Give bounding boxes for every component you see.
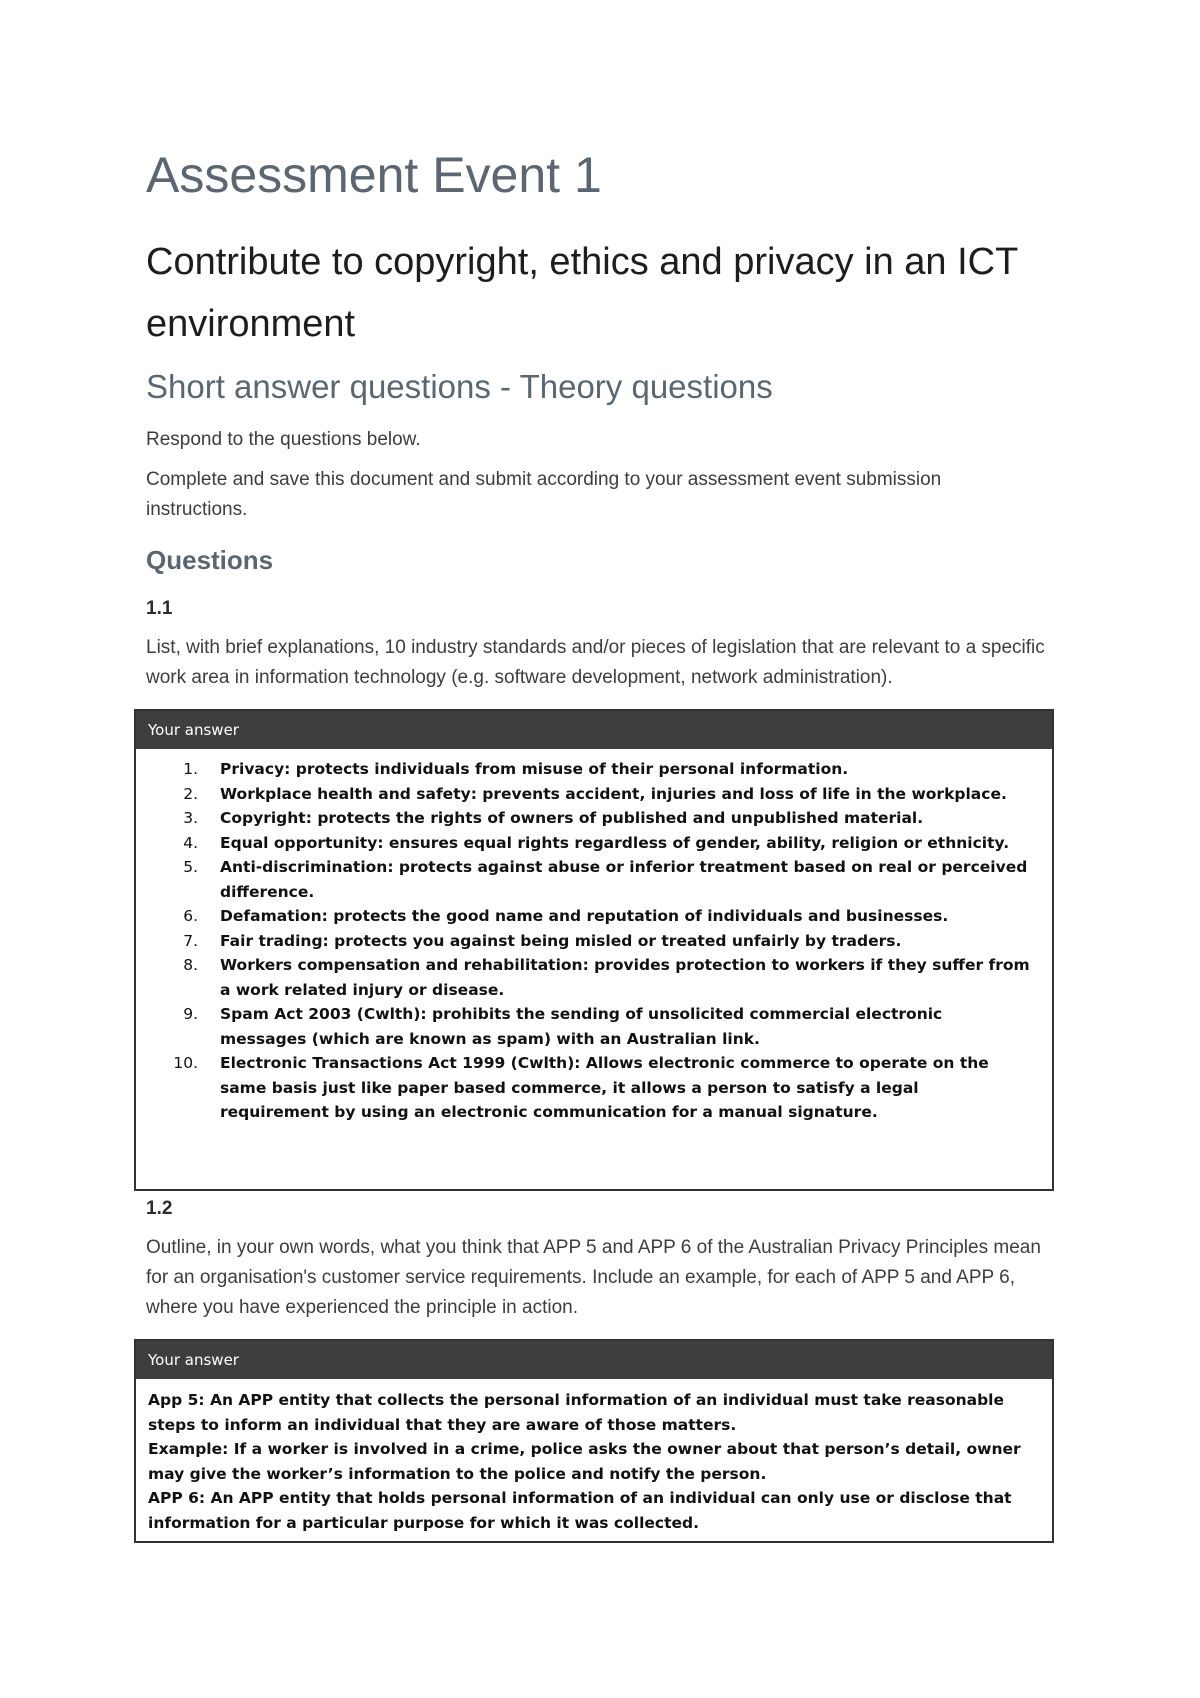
answer-header: Your answer [136, 1341, 1052, 1379]
answer-body-1-1[interactable] [136, 749, 1052, 1125]
answer-body-1-2[interactable] [136, 1379, 1052, 1535]
list-item: 3. Copyright: protects the rights of owners of published and unpublished material. [183, 809, 924, 827]
document-subtitle: Contribute to copyright, ethics and privacy in an ICT environment [146, 241, 1018, 345]
answer-header: Your answer [136, 711, 1052, 749]
list-item: 10. Electronic Transactions Act 1999 (Cwlth): Allows electronic commerce to operate on the same basis just like paper based commerce, it allows a person to satisfy a legal requirement by using an electronic communication for a manual signature. [173, 1054, 989, 1121]
answer-box-1-2[interactable] [134, 1339, 1054, 1543]
question-block-1-2 [146, 1197, 1046, 1323]
document-title: Assessment Event 1 [146, 147, 602, 203]
list-item: 2. Workplace health and safety: prevents accident, injuries and loss of life in the workplace. [183, 784, 1007, 803]
answer-list [136, 749, 1052, 1125]
answer-line-example: Example: If a worker is involved in a crime, police asks the owner about that person’s detail, owner may give the worker’s information to the police and notify the person. [148, 1440, 1021, 1483]
list-item: 6. Defamation: protects the good name and reputation of individuals and businesses. [183, 907, 949, 925]
question-number-1-2: 1.2 [146, 1198, 173, 1219]
section-heading: Short answer questions - Theory questions [146, 368, 773, 405]
answer-box-1-1[interactable] [134, 709, 1054, 1191]
questions-heading: Questions [146, 545, 274, 575]
list-item: 9. Spam Act 2003 (Cwlth): prohibits the sending of unsolicited commercial electronic messages (which are known as spam) with an Australian link. [183, 1005, 943, 1048]
list-item: 7. Fair trading: protects you against being misled or treated unfairly by traders. [183, 931, 902, 950]
question-text-1-1: List, with brief explanations, 10 industry standards and/or pieces of legislation that are relevant to a specific work area in information technology (e.g. software development, network administration). [146, 637, 1045, 688]
document-content [146, 145, 1046, 1543]
answer-line-app6: APP 6: An APP entity that holds personal information of an individual can only use or disclose that information for a particular purpose for which it was collected. [148, 1489, 1012, 1532]
answer-line-app5: App 5: An APP entity that collects the personal information of an individual must take reasonable steps to inform an individual that they are aware of those matters. [148, 1391, 1005, 1434]
question-text-1-2: Outline, in your own words, what you think that APP 5 and APP 6 of the Australian Privacy Principles mean for an organisation's customer service requirements. Include an example, for each of APP 5 and APP 6, where you have experienced the principle in action. [146, 1237, 1041, 1318]
instruction-respond: Respond to the questions below. [146, 429, 421, 450]
list-item: 4. Equal opportunity: ensures equal rights regardless of gender, ability, religion or ethnicity. [183, 833, 1010, 852]
instruction-complete: Complete and save this document and submit according to your assessment event submission instructions. [146, 469, 942, 520]
list-item: 8. Workers compensation and rehabilitation: provides protection to workers if they suffer from a work related injury or disease. [183, 956, 1030, 999]
list-item: 5. Anti-discrimination: protects against abuse or inferior treatment based on real or perceived difference. [183, 858, 1028, 901]
list-item: 1. Privacy: protects individuals from misuse of their personal information. [183, 760, 849, 778]
question-number-1-1: 1.1 [146, 598, 173, 619]
